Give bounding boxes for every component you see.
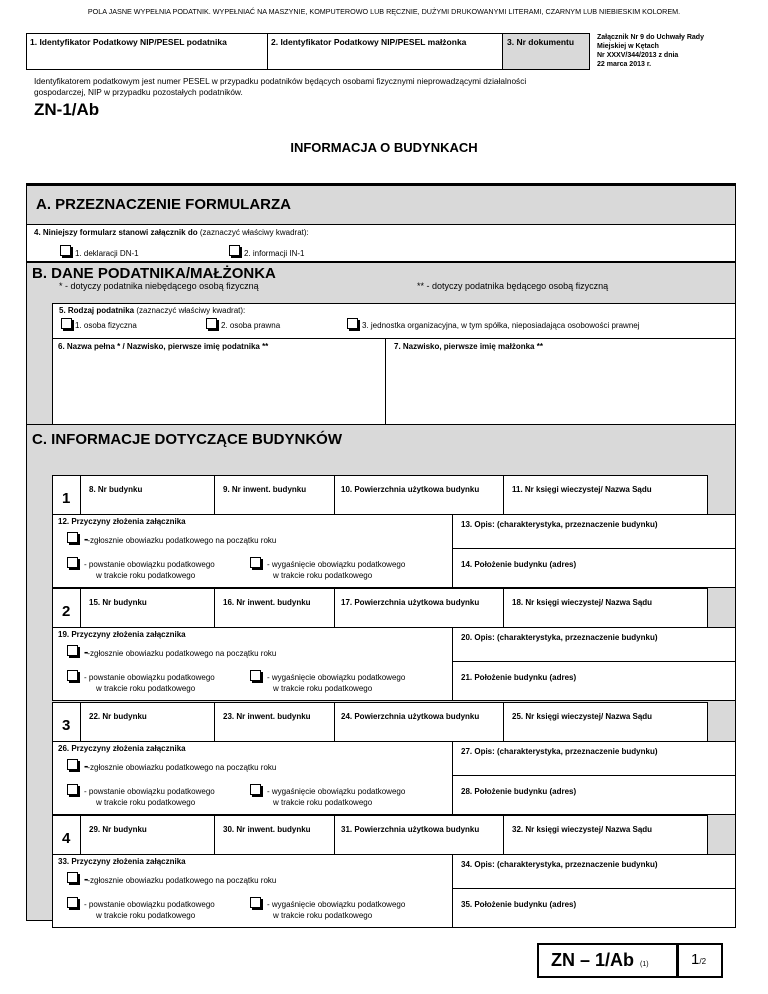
- opis-label: 20. Opis: (charakterystyka, przeznaczenie budynku): [461, 633, 658, 642]
- page-number: [691, 951, 706, 968]
- field-polozenie[interactable]: [452, 888, 736, 928]
- checkbox-zgloszenie-label: --zgłosznie obowiazku podatkowego na początku roku: [84, 531, 277, 546]
- field-przyczyny: [52, 514, 453, 588]
- field-opis[interactable]: [452, 627, 736, 662]
- nip-podatnika-label: 1. Identyfikator Podatkowy NIP/PESEL podatnika: [30, 37, 227, 47]
- reason2-line-1: - powstanie obowiązku podatkowego: [84, 560, 215, 569]
- top-instruction: POLA JASNE WYPEŁNIA PODATNIK. WYPEŁNIAĆ NA MASZYNIE, KOMPUTEROWO LUB RĘCZNIE, DUŻYMI DRUKOWANYMI LITERAMI, CZARNYM LUB NIEBIESKIM KOLOREM.: [87, 7, 681, 16]
- field-powierzchnia[interactable]: [334, 475, 504, 515]
- field-ksiega-wieczysta[interactable]: [503, 702, 708, 742]
- checkbox-wygasniecie[interactable]: [250, 557, 261, 568]
- building-number-box: [52, 588, 81, 628]
- section-c-title: C. INFORMACJE DOTYCZĄCE BUDYNKÓW: [32, 431, 342, 448]
- section-a-header: [26, 183, 736, 225]
- field7-label: 7. Nazwisko, pierwsze imię małżonka **: [394, 342, 543, 351]
- field7-nazwisko-malzonka[interactable]: [385, 338, 736, 425]
- field-nr-inwent[interactable]: [214, 475, 335, 515]
- opis-label: 34. Opis: (charakterystyka, przeznaczenie budynku): [461, 860, 658, 869]
- checkbox-dn1[interactable]: [60, 245, 71, 256]
- checkbox-jednostka[interactable]: [347, 318, 358, 329]
- checkbox-in1[interactable]: [229, 245, 240, 256]
- checkbox-zgloszenie-label: --zgłosznie obowiazku podatkowego na początku roku: [84, 758, 277, 773]
- section-b-left-margin: [26, 303, 53, 425]
- id-note-line-2: gospodarczej, NIP w przypadku pozostałych podatników.: [34, 87, 243, 97]
- powierzchnia-label: 17. Powierzchnia użytkowa budynku: [341, 598, 480, 607]
- nr-budynku-label: 15. Nr budynku: [89, 598, 147, 607]
- reason3-line-2: w trakcie roku podatkowego: [273, 571, 373, 580]
- ksiega-wieczysta-label: 18. Nr księgi wieczystej/ Nazwa Sądu: [512, 598, 653, 607]
- nr-dokumentu-label: 3. Nr dokumentu: [507, 37, 575, 47]
- field-nr-budynku[interactable]: [80, 815, 215, 855]
- field-polozenie[interactable]: [452, 548, 736, 588]
- reason2-line-1: - powstanie obowiązku podatkowego: [84, 900, 215, 909]
- field-powierzchnia[interactable]: [334, 588, 504, 628]
- checkbox-powstanie[interactable]: [67, 897, 78, 908]
- field6-nazwa-podatnika[interactable]: [52, 338, 386, 425]
- checkbox-zgloszenie-label: --zgłosznie obowiazku podatkowego na początku roku: [84, 644, 277, 659]
- field-opis[interactable]: [452, 854, 736, 889]
- field-powierzchnia[interactable]: [334, 702, 504, 742]
- nip-malzonka-label: 2. Identyfikator Podatkowy NIP/PESEL małżonka: [271, 37, 467, 47]
- building-number-box: [52, 815, 81, 855]
- id-note-line-1: Identyfikatorem podatkowym jest numer PESEL w przypadku podatników będących osobami fizycznymi nieprowadzącymi działalności: [34, 76, 527, 86]
- nr-inwent-label: 9. Nr inwent. budynku: [223, 485, 307, 494]
- field5-label-bold: 5. Rodzaj podatnika: [59, 306, 135, 315]
- polozenie-label: 14. Położenie budynku (adres): [461, 560, 577, 569]
- nr-dokumentu-field: [502, 33, 590, 70]
- reason2-line-2: w trakcie roku podatkowego: [96, 798, 196, 807]
- field-nr-inwent[interactable]: [214, 588, 335, 628]
- annex-line-4: 22 marca 2013 r.: [597, 61, 652, 68]
- reason3-line-1: - wygaśnięcie obowiązku podatkowego: [267, 673, 406, 682]
- field-nr-budynku[interactable]: [80, 588, 215, 628]
- field-przyczyny: [52, 854, 453, 928]
- section-b-note-2: ** - dotyczy podatnika będącego osobą fizyczną: [417, 281, 609, 291]
- powierzchnia-label: 31. Powierzchnia użytkowa budynku: [341, 825, 480, 834]
- opis-label: 27. Opis: (charakterystyka, przeznaczenie budynku): [461, 747, 658, 756]
- section-a-body: [26, 224, 736, 262]
- building-number-box: [52, 475, 81, 515]
- reason3-line-2: w trakcie roku podatkowego: [273, 684, 373, 693]
- checkbox-wygasniecie[interactable]: [250, 784, 261, 795]
- reason3-line-1: - wygaśnięcie obowiązku podatkowego: [267, 900, 406, 909]
- opis-label: 13. Opis: (charakterystyka, przeznaczenie budynku): [461, 520, 658, 529]
- field-opis[interactable]: [452, 741, 736, 776]
- field-przyczyny: [52, 741, 453, 815]
- section-b-title: B. DANE PODATNIKA/MAŁŻONKA: [32, 265, 276, 282]
- field5-label: [59, 306, 245, 315]
- nr-inwent-label: 23. Nr inwent. budynku: [223, 712, 311, 721]
- polozenie-label: 28. Położenie budynku (adres): [461, 787, 577, 796]
- field-ksiega-wieczysta[interactable]: [503, 588, 708, 628]
- annex-line-3: Nr XXXV/344/2013 z dnia: [597, 52, 679, 59]
- annex-line-2: Miejskiej w Kętach: [597, 43, 659, 50]
- nr-budynku-label: 8. Nr budynku: [89, 485, 143, 494]
- annex-note: [597, 33, 704, 69]
- building-number: 2: [62, 603, 71, 620]
- checkbox-powstanie[interactable]: [67, 784, 78, 795]
- checkbox-powstanie-label: [84, 899, 215, 921]
- polozenie-label: 35. Położenie budynku (adres): [461, 900, 577, 909]
- checkbox-wygasniecie-label: [267, 899, 405, 921]
- field-przyczyny: [52, 627, 453, 701]
- reason1-text: -zgłosznie obowiazku podatkowego na początku roku: [87, 536, 277, 545]
- reason3-line-1: - wygaśnięcie obowiązku podatkowego: [267, 560, 406, 569]
- field6-label: 6. Nazwa pełna * / Nazwisko, pierwsze imię podatnika **: [58, 342, 269, 351]
- field-opis[interactable]: [452, 514, 736, 549]
- checkbox-osoba-fizyczna-label: 1. osoba fizyczna: [75, 321, 137, 330]
- field-ksiega-wieczysta[interactable]: [503, 815, 708, 855]
- nr-inwent-label: 30. Nr inwent. budynku: [223, 825, 311, 834]
- checkbox-zgloszenie[interactable]: [67, 872, 78, 883]
- nip-malzonka-field[interactable]: [267, 33, 503, 70]
- footer-code-sup: (1): [640, 961, 649, 968]
- field-nr-budynku[interactable]: [80, 475, 215, 515]
- powierzchnia-label: 10. Powierzchnia użytkowa budynku: [341, 485, 480, 494]
- field4-label: [34, 228, 309, 237]
- building-number: 1: [62, 490, 71, 507]
- checkbox-powstanie-label: [84, 672, 215, 694]
- checkbox-zgloszenie-label: --zgłosznie obowiazku podatkowego na początku roku: [84, 871, 277, 886]
- checkbox-jednostka-label: 3. jednostka organizacyjna, w tym spółka, nieposiadająca osobowości prawnej: [362, 321, 640, 330]
- building-number: 4: [62, 830, 71, 847]
- reason3-line-2: w trakcie roku podatkowego: [273, 911, 373, 920]
- przyczyny-label: 26. Przyczyny złożenia załącznika: [58, 744, 186, 753]
- checkbox-wygasniecie[interactable]: [250, 897, 261, 908]
- footer-form-code: [537, 943, 678, 978]
- field4-label-bold: 4. Niniejszy formularz stanowi załącznik do: [34, 228, 198, 237]
- field-nr-inwent[interactable]: [214, 702, 335, 742]
- reason3-line-1: - wygaśnięcie obowiązku podatkowego: [267, 787, 406, 796]
- field-polozenie[interactable]: [452, 775, 736, 815]
- nip-podatnika-field[interactable]: [26, 33, 268, 70]
- powierzchnia-label: 24. Powierzchnia użytkowa budynku: [341, 712, 480, 721]
- checkbox-wygasniecie-label: [267, 786, 405, 808]
- field-ksiega-wieczysta[interactable]: [503, 475, 708, 515]
- checkbox-wygasniecie-label: [267, 672, 405, 694]
- przyczyny-label: 33. Przyczyny złożenia załącznika: [58, 857, 186, 866]
- nr-budynku-label: 29. Nr budynku: [89, 825, 147, 834]
- reason1-text: -zgłosznie obowiazku podatkowego na początku roku: [87, 649, 277, 658]
- reason2-line-2: w trakcie roku podatkowego: [96, 684, 196, 693]
- przyczyny-label: 12. Przyczyny złożenia załącznika: [58, 517, 186, 526]
- field5-label-note: (zaznaczyć właściwy kwadrat):: [134, 306, 246, 315]
- section-b-header: [26, 262, 736, 304]
- checkbox-zgloszenie[interactable]: [67, 645, 78, 656]
- reason2-line-2: w trakcie roku podatkowego: [96, 911, 196, 920]
- section-b-note-1: * - dotyczy podatnika niebędącego osobą fizyczną: [59, 281, 259, 291]
- page-total: /2: [699, 957, 707, 966]
- form-code: ZN-1/Ab: [34, 100, 100, 119]
- page-current: 1: [691, 951, 700, 968]
- polozenie-label: 21. Położenie budynku (adres): [461, 673, 577, 682]
- nr-inwent-label: 16. Nr inwent. budynku: [223, 598, 311, 607]
- id-note: [34, 76, 526, 98]
- ksiega-wieczysta-label: 11. Nr księgi wieczystej/ Nazwa Sądu: [512, 485, 652, 494]
- footer-code: [551, 950, 649, 971]
- reason1-text: -zgłosznie obowiazku podatkowego na początku roku: [87, 763, 277, 772]
- reason2-line-1: - powstanie obowiązku podatkowego: [84, 673, 215, 682]
- annex-line-1: Załącznik Nr 9 do Uchwały Rady: [597, 34, 704, 41]
- ksiega-wieczysta-label: 25. Nr księgi wieczystej/ Nazwa Sądu: [512, 712, 653, 721]
- checkbox-powstanie[interactable]: [67, 557, 78, 568]
- reason1-text: -zgłosznie obowiazku podatkowego na początku roku: [87, 876, 277, 885]
- building-number: 3: [62, 717, 71, 734]
- checkbox-powstanie[interactable]: [67, 670, 78, 681]
- checkbox-osoba-prawna[interactable]: [206, 318, 217, 329]
- checkbox-osoba-fizyczna[interactable]: [61, 318, 72, 329]
- checkbox-zgloszenie[interactable]: [67, 532, 78, 543]
- field-polozenie[interactable]: [452, 661, 736, 701]
- checkbox-powstanie-label: [84, 786, 215, 808]
- checkbox-in1-label: 2. informacji IN-1: [244, 249, 305, 258]
- reason3-line-2: w trakcie roku podatkowego: [273, 798, 373, 807]
- field4-label-note: (zaznaczyć właściwy kwadrat):: [197, 228, 309, 237]
- field-powierzchnia[interactable]: [334, 815, 504, 855]
- checkbox-dn1-label: 1. deklaracji DN-1: [75, 249, 139, 258]
- checkbox-powstanie-label: [84, 559, 215, 581]
- footer-code-text: ZN – 1/Ab: [551, 950, 635, 970]
- checkbox-wygasniecie[interactable]: [250, 670, 261, 681]
- page-title: INFORMACJA O BUDYNKACH: [290, 140, 478, 155]
- ksiega-wieczysta-label: 32. Nr księgi wieczystej/ Nazwa Sądu: [512, 825, 653, 834]
- building-number-box: [52, 702, 81, 742]
- reason2-line-1: - powstanie obowiązku podatkowego: [84, 787, 215, 796]
- nr-budynku-label: 22. Nr budynku: [89, 712, 147, 721]
- reason2-line-2: w trakcie roku podatkowego: [96, 571, 196, 580]
- field-nr-inwent[interactable]: [214, 815, 335, 855]
- section-b-type: [52, 303, 736, 339]
- footer-page-number: [677, 943, 723, 978]
- section-a-title: A. PRZEZNACZENIE FORMULARZA: [36, 196, 291, 213]
- checkbox-wygasniecie-label: [267, 559, 405, 581]
- field-nr-budynku[interactable]: [80, 702, 215, 742]
- checkbox-osoba-prawna-label: 2. osoba prawna: [221, 321, 281, 330]
- checkbox-zgloszenie[interactable]: [67, 759, 78, 770]
- przyczyny-label: 19. Przyczyny złożenia załącznika: [58, 630, 186, 639]
